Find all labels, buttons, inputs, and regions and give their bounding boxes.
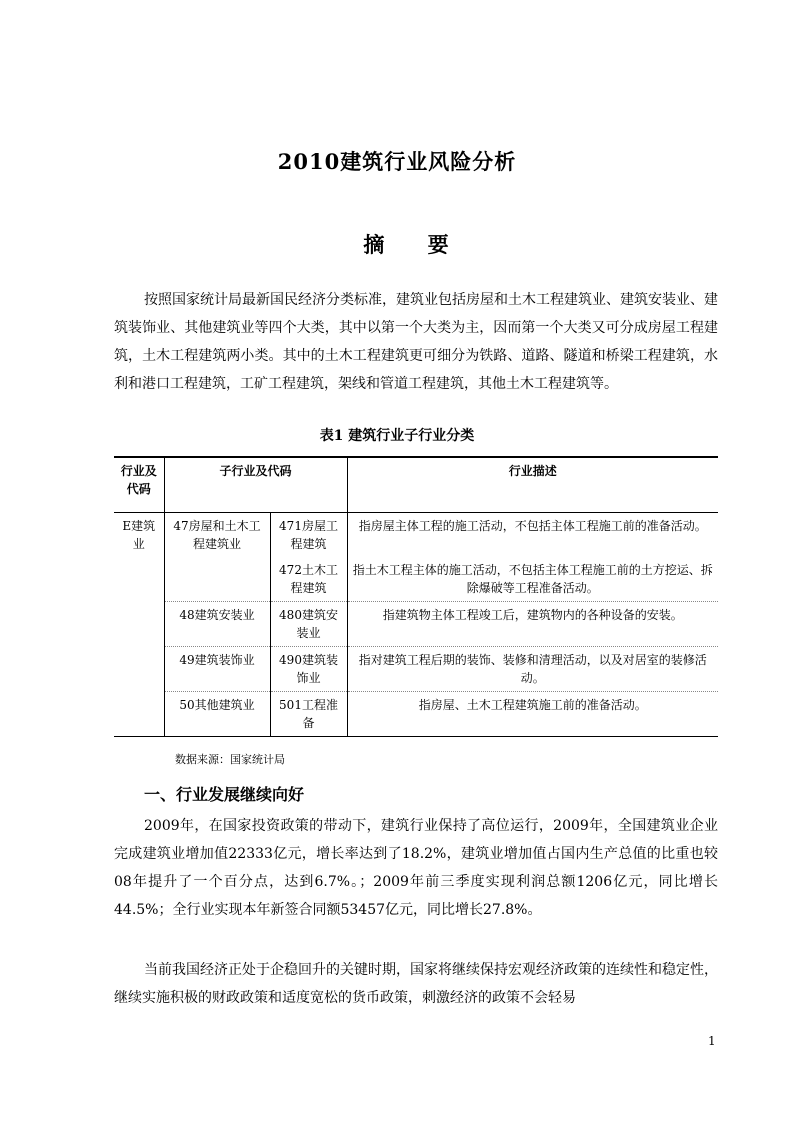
table-row <box>114 647 718 692</box>
description-cell: 指土木工程主体的施工活动，不包括主体工程施工前的土方挖运、拆除爆破等工程准备活动。 <box>347 557 718 602</box>
table-header-row <box>114 457 718 513</box>
industry-table-container <box>114 456 718 737</box>
code-cell: 471房屋工程建筑 <box>270 513 347 558</box>
header-industry: 行业及代码 <box>114 457 164 513</box>
sub-industry-cell: 47房屋和土木工程建筑业 <box>164 513 270 602</box>
code-cell: 501工程准备 <box>270 692 347 737</box>
description-cell: 指对建筑工程后期的装饰、装修和清理活动，以及对居室的装修活动。 <box>347 647 718 692</box>
code-cell: 490建筑装饰业 <box>270 647 347 692</box>
description-cell: 指建筑物主体工程竣工后，建筑物内的各种设备的安装。 <box>347 602 718 647</box>
code-cell: 472土木工程建筑 <box>270 557 347 602</box>
intro-paragraph: 按照国家统计局最新国民经济分类标准，建筑业包括房屋和土木工程建筑业、建筑安装业、建筑装饰业、其他建筑业等四个大类，其中以第一个大类为主，因而第一个大类又可分成房屋工程建筑，土木工程建筑两小类。其中的土木工程建筑更可细分为铁路、道路、隧道和桥梁工程建筑，水利和港口工程建筑，工矿工程建筑，架线和管道工程建筑，其他土木工程建筑等。 <box>114 292 718 392</box>
header-sub-industry: 子行业及代码 <box>164 457 347 513</box>
table-row <box>114 602 718 647</box>
table-row <box>114 513 718 558</box>
page-number: 1 <box>708 1034 716 1048</box>
table-caption: 表1 建筑行业子行业分类 <box>319 428 475 444</box>
sub-industry-cell: 49建筑装饰业 <box>164 647 270 692</box>
description-cell: 指房屋、土木工程建筑施工前的准备活动。 <box>347 692 718 737</box>
description-cell: 指房屋主体工程的施工活动，不包括主体工程施工前的准备活动。 <box>358 519 707 533</box>
industry-classification-table <box>114 456 718 737</box>
document-title: 2010建筑行业风险分析 <box>277 149 517 174</box>
table-row <box>114 692 718 737</box>
abstract-heading: 摘 要 <box>363 232 467 257</box>
code-cell: 480建筑安装业 <box>270 602 347 647</box>
sub-industry-cell: 50其他建筑业 <box>164 692 270 737</box>
industry-cell: E建筑业 <box>114 513 164 737</box>
data-source-note: 数据来源：国家统计局 <box>175 753 285 766</box>
header-description: 行业描述 <box>508 464 557 478</box>
body-paragraph: 2009年，在国家投资政策的带动下，建筑行业保持了高位运行，2009年，全国建筑业企业完成建筑业增加值22333亿元，增长率达到了18.2%，建筑业增加值占国内生产总值的比重也较08年提升了一个百分点，达到6.7%。；2009年前三季度实现利润总额1206亿元，同比增长44.5%；全行业实现本年新签合同额53457亿元，同比增长27.8%。 <box>114 818 718 918</box>
sub-industry-cell: 48建筑安装业 <box>164 602 270 647</box>
section-heading: 一、行业发展继续向好 <box>144 785 305 804</box>
body-paragraph: 当前我国经济正处于企稳回升的关键时期，国家将继续保持宏观经济政策的连续性和稳定性，继续实施积极的财政政策和适度宽松的货币政策，刺激经济的政策不会轻易 <box>114 962 718 1006</box>
